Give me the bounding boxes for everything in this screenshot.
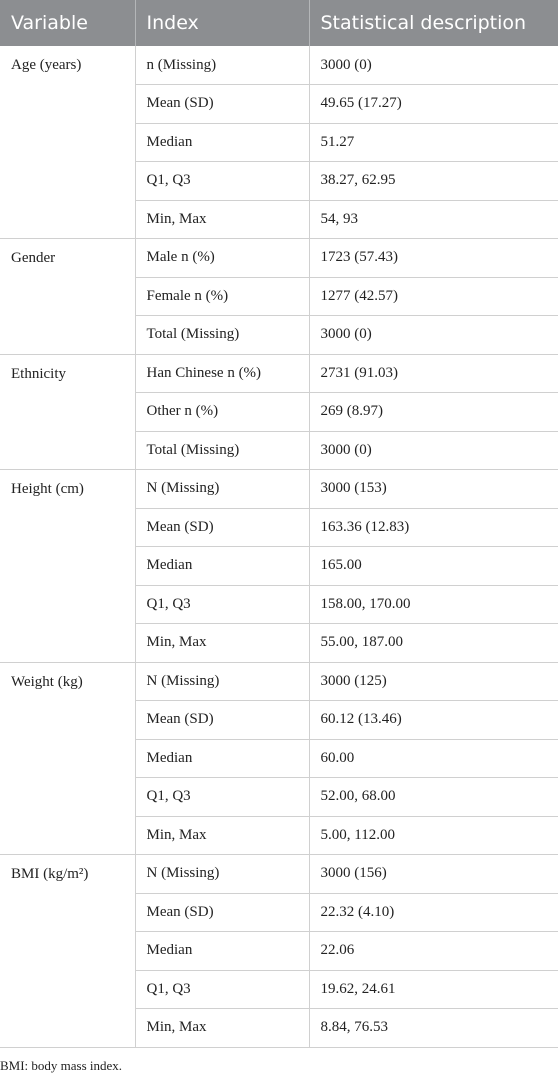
index-cell: Mean (SD) xyxy=(135,701,309,740)
table-row xyxy=(0,662,558,701)
index-cell: Q1, Q3 xyxy=(135,970,309,1009)
table-row xyxy=(0,239,558,278)
index-cell: Q1, Q3 xyxy=(135,778,309,817)
value-cell: 51.27 xyxy=(309,123,558,162)
table-row xyxy=(0,470,558,509)
value-cell: 3000 (125) xyxy=(309,662,558,701)
variable-cell: Age (years) xyxy=(0,46,135,239)
index-cell: Mean (SD) xyxy=(135,893,309,932)
value-cell: 3000 (0) xyxy=(309,316,558,355)
index-cell: Min, Max xyxy=(135,1009,309,1048)
value-cell: 19.62, 24.61 xyxy=(309,970,558,1009)
index-cell: Q1, Q3 xyxy=(135,585,309,624)
value-cell: 165.00 xyxy=(309,547,558,586)
value-cell: 22.32 (4.10) xyxy=(309,893,558,932)
value-cell: 269 (8.97) xyxy=(309,393,558,432)
value-cell: 2731 (91.03) xyxy=(309,354,558,393)
index-cell: N (Missing) xyxy=(135,662,309,701)
variable-cell: Gender xyxy=(0,239,135,355)
variable-cell: BMI (kg/m²) xyxy=(0,855,135,1048)
value-cell: 163.36 (12.83) xyxy=(309,508,558,547)
table-body xyxy=(0,46,558,1047)
variable-cell: Ethnicity xyxy=(0,354,135,470)
index-cell: Median xyxy=(135,739,309,778)
value-cell: 3000 (0) xyxy=(309,431,558,470)
value-cell: 3000 (0) xyxy=(309,46,558,85)
index-cell: Median xyxy=(135,932,309,971)
value-cell: 52.00, 68.00 xyxy=(309,778,558,817)
variable-cell: Height (cm) xyxy=(0,470,135,663)
index-cell: Min, Max xyxy=(135,816,309,855)
header-statistical-description: Statistical description xyxy=(309,0,558,46)
index-cell: Other n (%) xyxy=(135,393,309,432)
value-cell: 60.12 (13.46) xyxy=(309,701,558,740)
table-row xyxy=(0,354,558,393)
value-cell: 22.06 xyxy=(309,932,558,971)
index-cell: n (Missing) xyxy=(135,46,309,85)
header-row xyxy=(0,0,558,46)
index-cell: N (Missing) xyxy=(135,855,309,894)
value-cell: 8.84, 76.53 xyxy=(309,1009,558,1048)
index-cell: Min, Max xyxy=(135,200,309,239)
index-cell: Han Chinese n (%) xyxy=(135,354,309,393)
value-cell: 55.00, 187.00 xyxy=(309,624,558,663)
table-row xyxy=(0,855,558,894)
index-cell: Total (Missing) xyxy=(135,431,309,470)
header-index: Index xyxy=(135,0,309,46)
index-cell: Female n (%) xyxy=(135,277,309,316)
index-cell: Total (Missing) xyxy=(135,316,309,355)
table-row xyxy=(0,46,558,85)
value-cell: 1277 (42.57) xyxy=(309,277,558,316)
value-cell: 1723 (57.43) xyxy=(309,239,558,278)
index-cell: Median xyxy=(135,547,309,586)
index-cell: N (Missing) xyxy=(135,470,309,509)
index-cell: Min, Max xyxy=(135,624,309,663)
index-cell: Mean (SD) xyxy=(135,85,309,124)
index-cell: Male n (%) xyxy=(135,239,309,278)
value-cell: 158.00, 170.00 xyxy=(309,585,558,624)
index-cell: Mean (SD) xyxy=(135,508,309,547)
header-variable: Variable xyxy=(0,0,135,46)
value-cell: 49.65 (17.27) xyxy=(309,85,558,124)
value-cell: 38.27, 62.95 xyxy=(309,162,558,201)
index-cell: Q1, Q3 xyxy=(135,162,309,201)
variable-cell: Weight (kg) xyxy=(0,662,135,855)
index-cell: Median xyxy=(135,123,309,162)
table-footnote: BMI: body mass index. xyxy=(0,1058,123,1073)
value-cell: 5.00, 112.00 xyxy=(309,816,558,855)
value-cell: 3000 (153) xyxy=(309,470,558,509)
value-cell: 54, 93 xyxy=(309,200,558,239)
value-cell: 3000 (156) xyxy=(309,855,558,894)
value-cell: 60.00 xyxy=(309,739,558,778)
